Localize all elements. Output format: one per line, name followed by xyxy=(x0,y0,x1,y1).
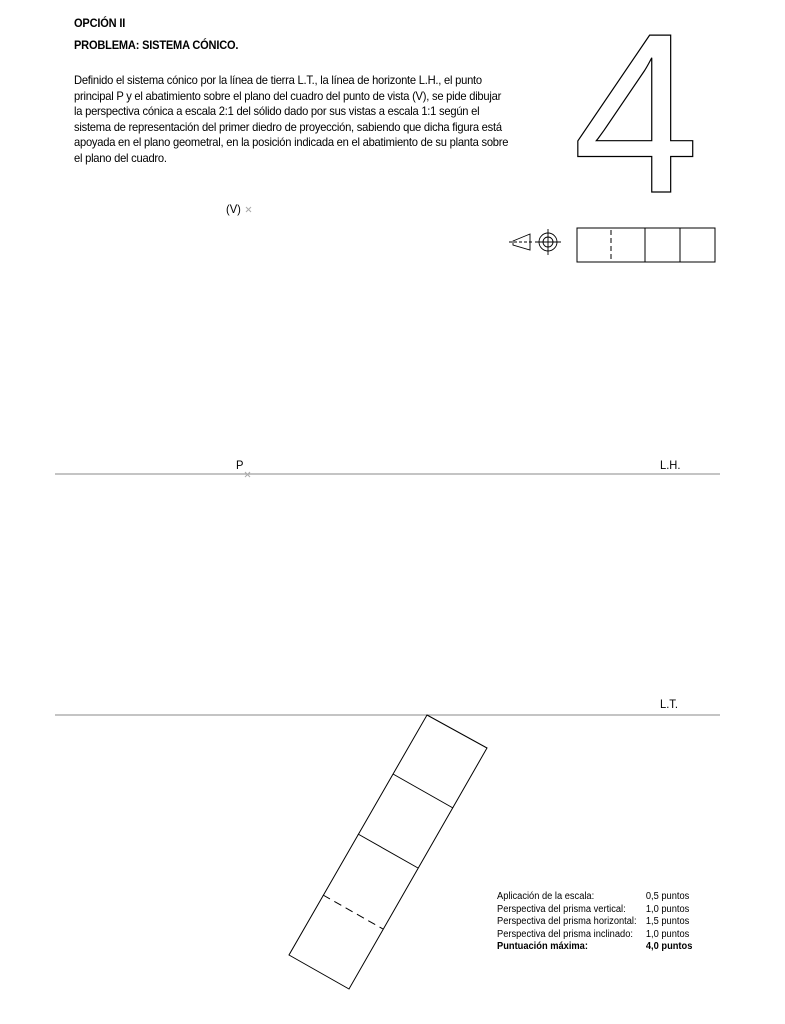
scoring-points: 0,5 puntos xyxy=(645,891,690,902)
ground-line-label: L.T. xyxy=(660,697,678,711)
projection-symbol-icon xyxy=(509,229,561,255)
scoring-item: Perspectiva del prisma vertical: xyxy=(497,903,626,915)
scoring-item: Aplicación de la escala: xyxy=(497,891,595,902)
horizon-line-label: L.H. xyxy=(660,458,681,472)
option-heading: OPCIÓN II xyxy=(74,16,126,30)
problem-number: 4 xyxy=(572,0,700,241)
principal-point-label: P xyxy=(236,458,244,472)
scoring-table xyxy=(497,891,692,954)
scoring-row xyxy=(497,891,692,904)
problem-statement: Definido el sistema cónico por la línea de tierra L.T., la línea de horizonte L.H., el punto principal P y el abatimiento sobre el plano del cuadro del punto de vista (V), se pide dibujar la perspectiva cónica a escala 2:1 del sólido dado por sus vistas a escala 1:1 según el sistema de representación del primer diedro de proyección, sabiendo que dicha figura está apoyada en el plano geometral, en la posición indicada en el abatimiento de su planta sobre el plano del cuadro. xyxy=(74,73,509,165)
scoring-total-points: 4,0 puntos xyxy=(645,941,693,952)
viewpoint-marker xyxy=(246,207,251,212)
scoring-total-item: Puntuación máxima: xyxy=(497,941,588,952)
scoring-points: 1,5 puntos xyxy=(645,916,690,927)
problem-heading: PROBLEMA: SISTEMA CÓNICO. xyxy=(74,38,239,52)
scoring-total-row xyxy=(497,941,692,954)
abated-plan-view xyxy=(289,715,487,989)
scoring-item: Perspectiva del prisma horizontal: xyxy=(497,916,637,927)
scoring-item: Perspectiva del prisma inclinado: xyxy=(497,928,633,940)
scoring-row xyxy=(497,916,692,929)
scoring-row xyxy=(497,929,692,942)
scoring-row xyxy=(497,904,692,917)
scoring-points: 1,0 puntos xyxy=(645,928,690,940)
viewpoint-label: (V) xyxy=(226,202,241,216)
scoring-points: 1,0 puntos xyxy=(645,903,690,915)
